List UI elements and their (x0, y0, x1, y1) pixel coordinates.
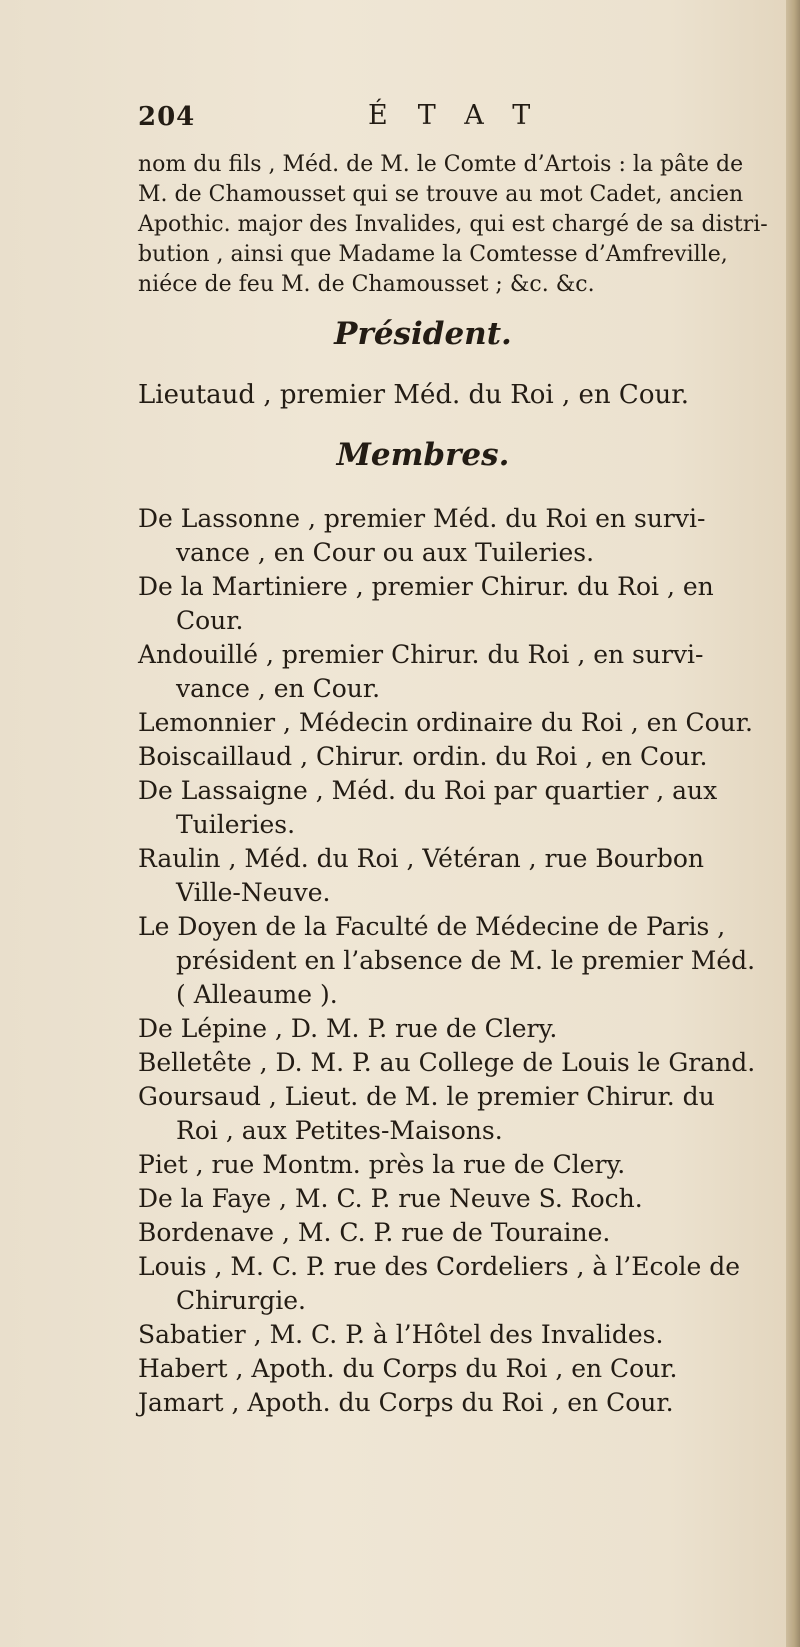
member-entry (138, 1148, 778, 1182)
member-entry (138, 1318, 778, 1352)
member-line: De Lassonne , premier Méd. du Roi en survi- (138, 504, 706, 533)
member-line: Boiscaillaud , Chirur. ordin. du Roi , en Cour. (138, 742, 708, 771)
running-title: ÉTAT (368, 100, 561, 131)
member-entry (138, 570, 778, 638)
member-line: De la Martiniere , premier Chirur. du Roi , en (138, 572, 714, 601)
member-line: Le Doyen de la Faculté de Médecine de Paris , (138, 912, 726, 941)
member-line: Jamart , Apoth. du Corps du Roi , en Cour. (138, 1388, 674, 1417)
president-entry: Lieutaud , premier Méd. du Roi , en Cour. (138, 380, 690, 410)
member-line: Raulin , Méd. du Roi , Vétéran , rue Bourbon (138, 844, 705, 873)
intro-paragraph (138, 150, 768, 300)
member-continuation-line: vance , en Cour ou aux Tuileries. (176, 538, 595, 567)
intro-line: nom du fils , Méd. de M. le Comte d’Artois : la pâte de (138, 152, 744, 177)
member-line: Lemonnier , Médecin ordinaire du Roi , en Cour. (138, 708, 753, 737)
members-list (138, 502, 778, 1420)
member-continuation-line: vance , en Cour. (176, 674, 381, 703)
member-entry (138, 1046, 778, 1080)
member-entry (138, 706, 778, 740)
member-entry (138, 1182, 778, 1216)
member-line: Bordenave , M. C. P. rue de Touraine. (138, 1218, 611, 1247)
intro-line: bution , ainsi que Madame la Comtesse d’Amfreville, (138, 242, 728, 267)
member-line: Andouillé , premier Chirur. du Roi , en survi- (138, 640, 704, 669)
member-continuation-line: Roi , aux Petites-Maisons. (176, 1116, 503, 1145)
member-line: De la Faye , M. C. P. rue Neuve S. Roch. (138, 1184, 643, 1213)
member-entry (138, 1080, 778, 1148)
intro-line: M. de Chamousset qui se trouve au mot Cadet, ancien (138, 182, 744, 207)
member-entry (138, 774, 778, 842)
member-continuation-line: Cour. (176, 606, 244, 635)
member-entry (138, 638, 778, 706)
member-continuation-line: Chirurgie. (176, 1286, 306, 1315)
member-entry (138, 910, 778, 1012)
member-line: Louis , M. C. P. rue des Cordeliers , à l’Ecole de (138, 1252, 741, 1281)
member-entry (138, 740, 778, 774)
member-continuation-line: président en l’absence de M. le premier Méd. (176, 946, 756, 975)
member-continuation-line: Ville-Neuve. (176, 878, 331, 907)
member-entry (138, 1386, 778, 1420)
member-line: Sabatier , M. C. P. à l’Hôtel des Invalides. (138, 1320, 664, 1349)
member-entry (138, 842, 778, 910)
member-line: De Lépine , D. M. P. rue de Clery. (138, 1014, 558, 1043)
member-entry (138, 502, 778, 570)
member-entry (138, 1012, 778, 1046)
page-header (138, 102, 758, 138)
member-entry (138, 1250, 778, 1318)
intro-line: niéce de feu M. de Chamousset ; &c. &c. (138, 272, 595, 297)
president-heading: Président. (334, 316, 512, 352)
member-line: De Lassaigne , Méd. du Roi par quartier , aux (138, 776, 718, 805)
member-entry (138, 1352, 778, 1386)
page-edge (786, 0, 800, 1647)
member-line: Piet , rue Montm. près la rue de Clery. (138, 1150, 626, 1179)
page-number: 204 (138, 102, 196, 132)
members-heading: Membres. (336, 437, 510, 473)
member-entry (138, 1216, 778, 1250)
member-continuation-line: Tuileries. (176, 810, 296, 839)
member-line: Belletête , D. M. P. au College de Louis le Grand. (138, 1048, 756, 1077)
member-continuation-line: ( Alleaume ). (176, 980, 338, 1009)
intro-line: Apothic. major des Invalides, qui est chargé de sa distri- (138, 212, 768, 237)
member-line: Goursaud , Lieut. de M. le premier Chirur. du (138, 1082, 715, 1111)
member-line: Habert , Apoth. du Corps du Roi , en Cour. (138, 1354, 678, 1383)
